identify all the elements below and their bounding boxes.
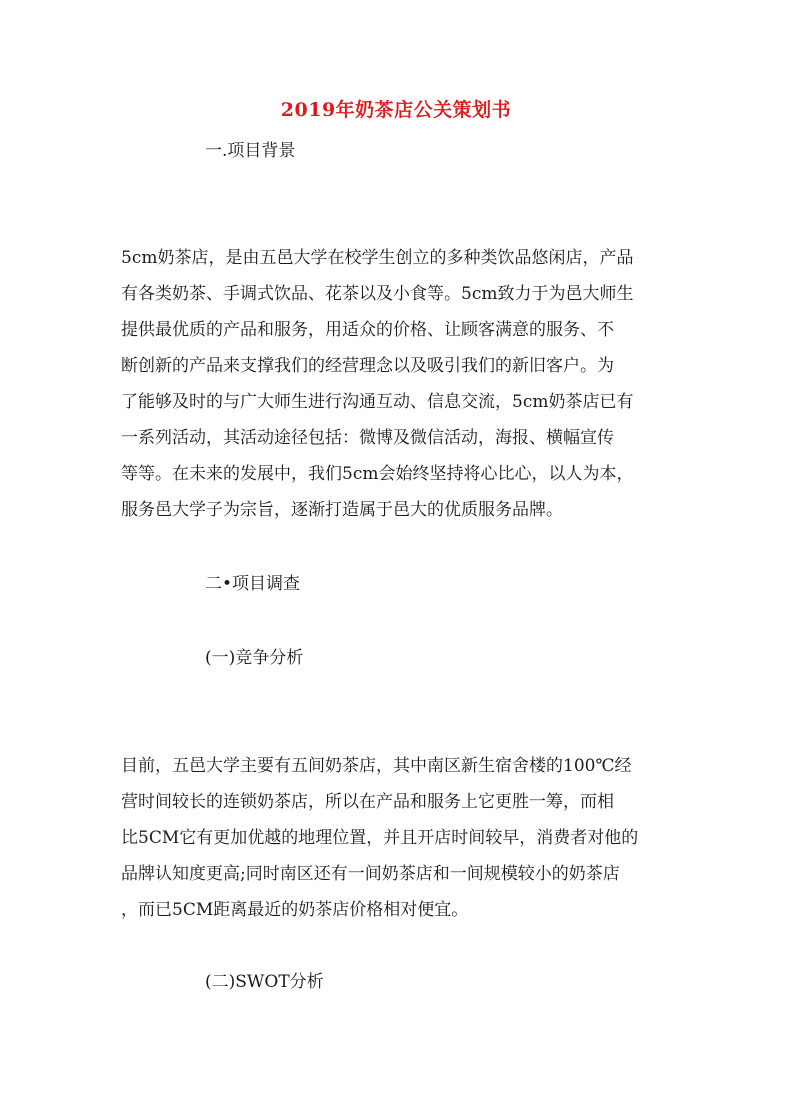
paragraph-line: 一系列活动，其活动途径包括：微博及微信活动，海报、横幅宣传 xyxy=(121,428,614,448)
competition-paragraph xyxy=(121,748,681,928)
paragraph-line: 服务邑大学子为宗旨，逐渐打造属于邑大的优质服务品牌。 xyxy=(121,500,563,520)
paragraph-line: 有各类奶茶、手调式饮品、花茶以及小食等。5cm致力于为邑大师生 xyxy=(121,284,634,304)
paragraph-line: ，而已5CM距离最近的奶茶店价格相对便宜。 xyxy=(121,900,469,920)
section-heading-survey: 二•项目调查 xyxy=(205,574,301,594)
subsection-heading-competition: (一)竞争分析 xyxy=(205,648,304,668)
paragraph-line: 提供最优质的产品和服务，用适众的价格、让顾客满意的服务、不 xyxy=(121,320,614,340)
paragraph-line: 品牌认知度更高;同时南区还有一间奶茶店和一间规模较小的奶茶店 xyxy=(121,864,620,884)
paragraph-line: 断创新的产品来支撑我们的经营理念以及吸引我们的新旧客户。为 xyxy=(121,356,614,376)
subsection-heading-swot: (二)SWOT分析 xyxy=(205,972,324,992)
paragraph-line: 营时间较长的连锁奶茶店，所以在产品和服务上它更胜一筹，而相 xyxy=(121,792,614,812)
paragraph-line: 5cm奶茶店，是由五邑大学在校学生创立的多种类饮品悠闲店，产品 xyxy=(121,248,634,268)
paragraph-line: 了能够及时的与广大师生进行沟通互动、信息交流，5cm奶茶店已有 xyxy=(121,392,634,412)
paragraph-line: 目前，五邑大学主要有五间奶茶店，其中南区新生宿舍楼的100℃经 xyxy=(121,756,632,776)
document-title: 2019年奶茶店公关策划书 xyxy=(280,99,512,121)
background-paragraph xyxy=(121,240,681,528)
paragraph-line: 比5CM它有更加优越的地理位置，并且开店时间较早，消费者对他的 xyxy=(121,828,639,848)
paragraph-line: 等等。在未来的发展中，我们5cm会始终坚持将心比心，以人为本， xyxy=(121,464,634,484)
section-heading-background: 一.项目背景 xyxy=(205,141,296,161)
